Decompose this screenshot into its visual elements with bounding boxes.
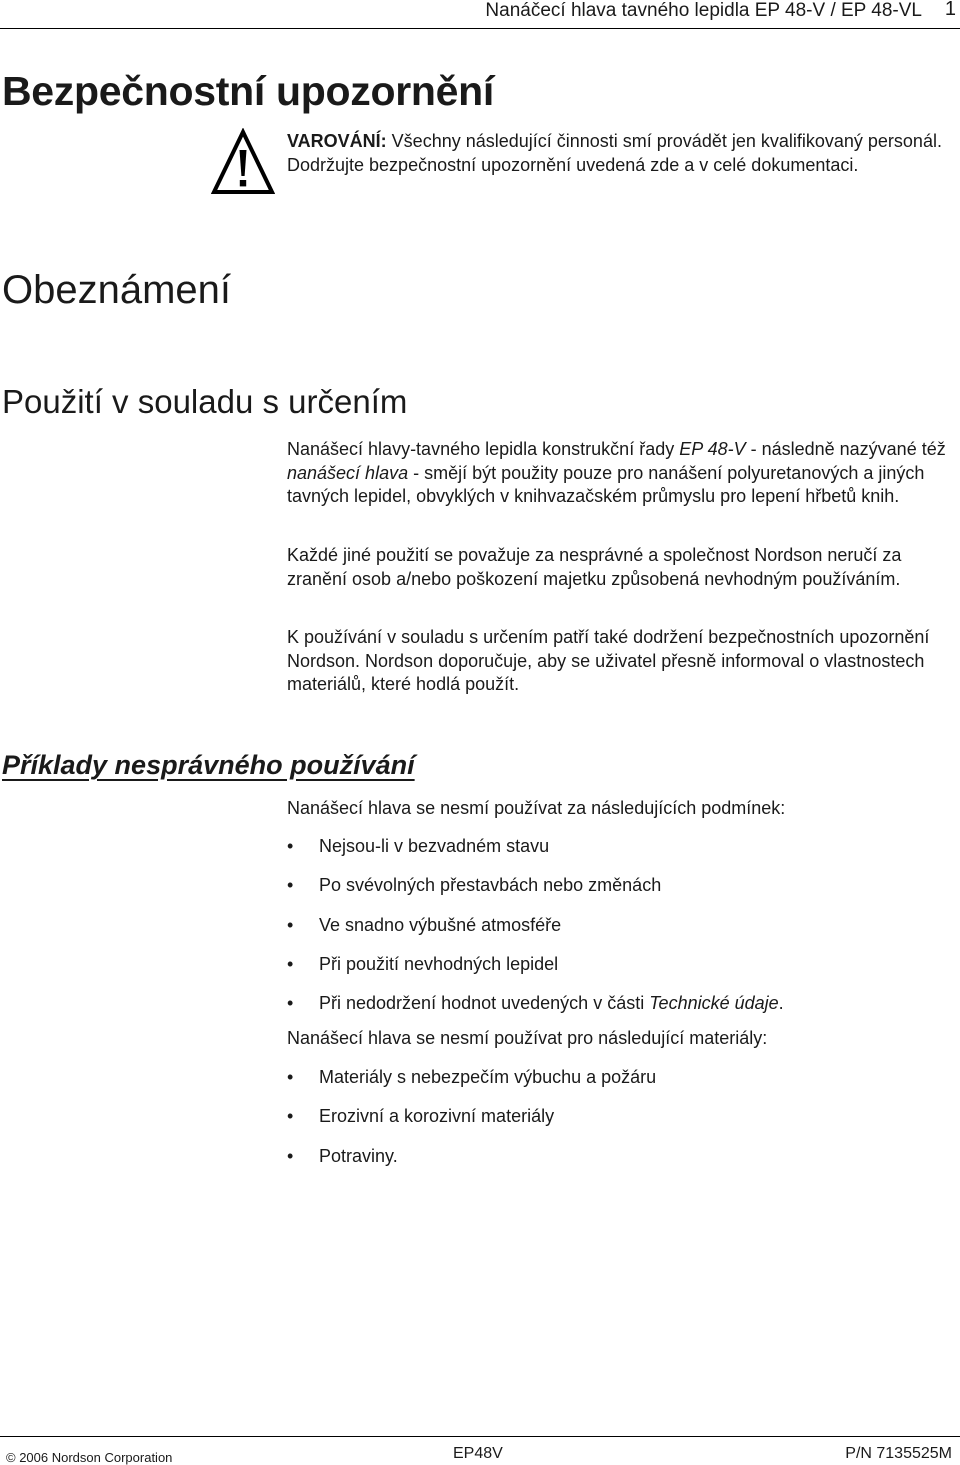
- list-item-text: Erozivní a korozivní materiály: [319, 1106, 555, 1127]
- list-item: [287, 835, 947, 874]
- list-item-text: Při nedodržení hodnot uvedených v části: [319, 993, 650, 1014]
- running-header-title: Nanáčecí hlava tavného lepidla EP 48-V / EP 48-VL: [485, 0, 922, 21]
- intended-use-paragraph-1: [287, 438, 957, 509]
- list-item: [287, 992, 947, 1031]
- text-run: - smějí být použity pouze pro nanášení polyuretanových a jiných tavných lepidel, obvyklých v knihvazačském průmyslu pro lepení hřbetů knih.: [287, 462, 925, 506]
- document-code: EP48V: [453, 1445, 503, 1462]
- term-name: nanášecí hlava: [287, 462, 409, 483]
- bullet-icon: •: [287, 1145, 294, 1166]
- list-item-text: .: [778, 993, 784, 1014]
- part-number: P/N 7135525M: [845, 1445, 952, 1462]
- list-item: [287, 953, 947, 992]
- intended-use-heading: Použití v souladu s určením: [2, 383, 408, 420]
- bullet-icon: •: [287, 1106, 294, 1127]
- bullet-icon: •: [287, 914, 294, 935]
- bullet-icon: •: [287, 836, 294, 856]
- list-item-text: Při použití nevhodných lepidel: [319, 953, 559, 974]
- list-item-text: Materiály s nebezpečím výbuchu a požáru: [319, 1067, 657, 1087]
- list-item: [287, 1066, 947, 1105]
- list-item: [287, 914, 947, 953]
- list-item: [287, 1105, 947, 1144]
- product-name: EP 48-V: [679, 439, 746, 459]
- bullet-icon: •: [287, 1067, 294, 1087]
- misuse-heading: Příklady nesprávného používání: [2, 750, 415, 780]
- list-item-text: Ve snadno výbušné atmosféře: [319, 914, 562, 935]
- list-item-text: Potraviny.: [319, 1145, 398, 1166]
- footer-rule: [0, 1436, 960, 1437]
- text-run: - následně nazývané též: [745, 439, 946, 459]
- bullet-icon: •: [287, 875, 294, 896]
- conditions-list: [287, 835, 947, 1031]
- bullet-icon: •: [287, 953, 294, 974]
- section-reference: Technické údaje: [649, 993, 779, 1014]
- safety-heading: Bezpečnostní upozornění: [2, 68, 494, 114]
- intended-use-paragraph-3: K používání v souladu s určením patří také dodržení bezpečnostních upozornění Nordson. Nordson doporučuje, aby se uživatel přesně informoval o vlastnostech materiálů, které hodlá použít.: [287, 627, 930, 694]
- list-item: [287, 874, 947, 913]
- page-number: 1: [944, 0, 956, 20]
- copyright-notice: © 2006 Nordson Corporation: [6, 1450, 173, 1465]
- list-item-text: Po svévolných přestavbách nebo změnách: [319, 875, 662, 896]
- section-heading: Obeznámení: [2, 268, 232, 312]
- bullet-icon: •: [287, 993, 294, 1014]
- warning-text: Všechny následující činnosti smí provádět jen kvalifikovaný personál. Dodržujte bezpečnostní upozornění uvedená zde a v celé dokumentaci.: [287, 131, 942, 175]
- warning-notice: [287, 130, 947, 177]
- text-run: Nanášecí hlavy-tavného lepidla konstrukční řady: [287, 439, 680, 459]
- list-item: [287, 1145, 947, 1184]
- warning-triangle-icon: [211, 128, 275, 196]
- warning-label: VAROVÁNÍ:: [287, 131, 387, 151]
- intended-use-paragraph-2: Každé jiné použití se považuje za nesprávné a společnost Nordson neručí za zranění osob a/nebo poškození majetku způsobená nevhodným používáním.: [287, 545, 902, 589]
- list-item-text: Nejsou-li v bezvadném stavu: [319, 836, 550, 856]
- header-rule: [0, 28, 960, 29]
- conditions-intro: Nanášecí hlava se nesmí používat za následujících podmínek:: [287, 798, 786, 818]
- materials-list: [287, 1066, 947, 1184]
- materials-intro: Nanášecí hlava se nesmí používat pro následující materiály:: [287, 1028, 768, 1048]
